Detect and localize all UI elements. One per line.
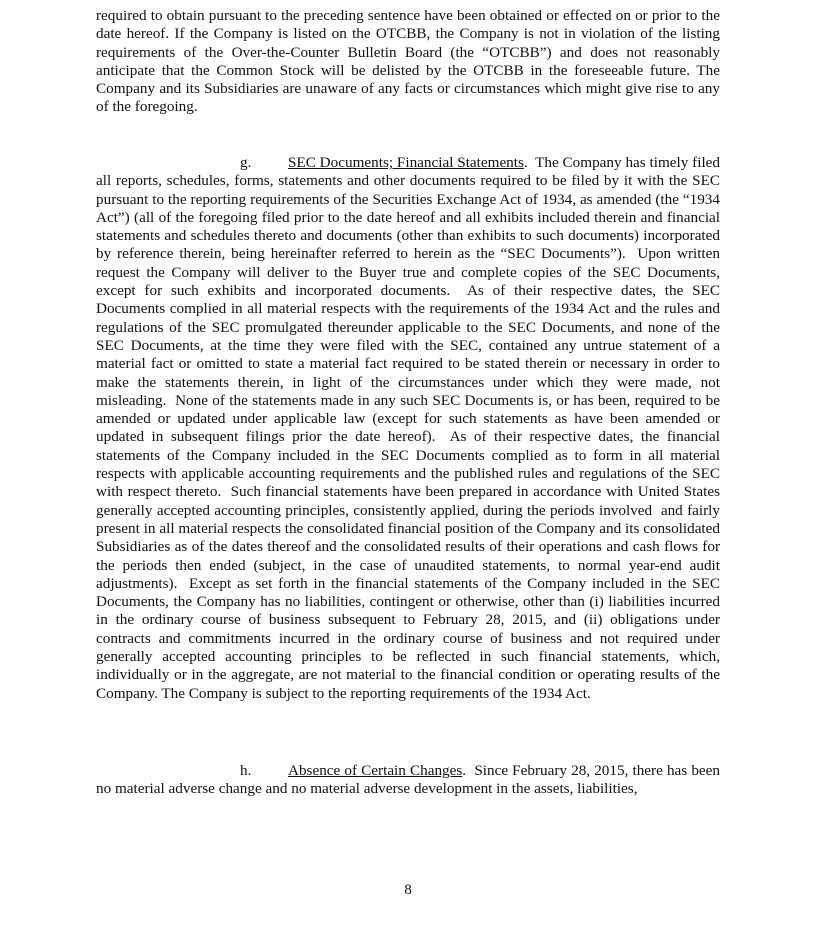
section-h-paragraph [96, 762, 724, 799]
continuation-text: required to obtain pursuant to the preceding sentence have been obtained or effected on or prior to the date hereof. If the Company is listed on the OTCBB, the Company is not in violation of the listing requirements of the Over-the-Counter Bulletin Board (the “OTCBB”) and does not reasonably anticipate that the Common Stock will be delisted by the OTCBB in the foreseeable future. The Company and its Subsidiaries are unaware of any facts or circumstances which might give rise to any of the foregoing. [96, 7, 720, 116]
section-g-body: The Company has timely filed all reports, schedules, forms, statements and other documents required to be filed by it with the SEC pursuant to the reporting requirements of the Securities Exchange Act of 1934, as amended (the “1934 Act”) (all of the foregoing filed prior to the date hereof and all exhibits included therein and financial statements and schedules thereto and documents (other than exhibits to such documents) incorporated by reference therein, being hereinafter referred to herein as the “SEC Documents”). Upon written request the Company will deliver to the Buyer true and complete copies of the SEC Documents, except for such exhibits and incorporated documents. As of their respective dates, the SEC Documents complied in all material respects with the requirements of the 1934 Act and the rules and regulations of the SEC promulgated thereunder applicable to the SEC Documents, and none of the SEC Documents, at the time they were filed with the SEC, contained any untrue statement of a material fact or omitted to state a material fact required to be stated therein or necessary in order to make the statements therein, in light of the circumstances under which they were made, not misleading. None of the statements made in any such SEC Documents is, or has been, required to be amended or updated under applicable law (except for such statements as have been amended or updated in subsequent filings prior the date hereof). As of their respective dates, the financial statements of the Company included in the SEC Documents complied as to form in all material respects with applicable accounting requirements and the published rules and regulations of the SEC with respect thereto. Such financial statements have been prepared in accordance with United States generally accepted accounting principles, consistently applied, during the periods involved and fairly present in all material respects the consolidated financial position of the Company and its consolidated Subsidiaries as of the dates thereof and the consolidated results of their operations and cash flows for the periods then ended (subject, in the case of unaudited statements, to normal year-end audit adjustments). Except as set forth in the financial statements of the Company included in the SEC Documents, the Company has no liabilities, contingent or otherwise, other than (i) liabilities incurred in the ordinary course of business subsequent to February 28, 2015, and (ii) obligations under contracts and commitments incurred in the ordinary course of business and not required under generally accepted accounting principles to be reflected in such financial statements, which, individually or in the aggregate, are not material to the financial condition or operating results of the Company. The Company is subject to the reporting requirements of the 1934 Act. [96, 154, 724, 702]
section-h-body: Since February 28, 2015, there has been no material adverse change and no material adverse development in the assets, liabilities, [96, 762, 724, 798]
continuation-paragraph [96, 7, 720, 117]
section-h-heading-punct: . [462, 762, 467, 779]
section-h-heading: Absence of Certain Changes [288, 762, 463, 779]
section-g-heading: SEC Documents; Financial Statements [288, 154, 524, 171]
section-g-paragraph [96, 154, 724, 703]
section-g-letter: g. [240, 154, 252, 171]
page-number: 8 [404, 881, 412, 898]
section-h-letter: h. [240, 762, 252, 779]
section-g-heading-punct: . [523, 154, 528, 171]
